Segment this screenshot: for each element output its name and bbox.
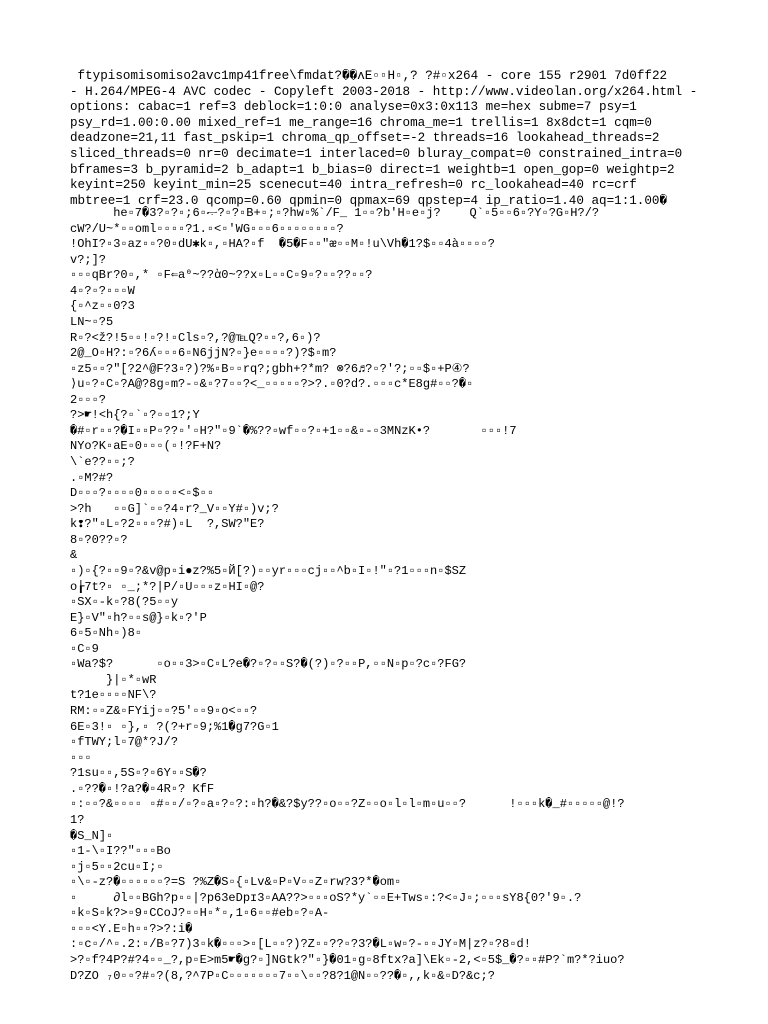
body-text-line: ▫1-\▫I??"▫▫▫Bo: [70, 844, 171, 859]
body-text-line: ▫▫▫: [70, 750, 92, 765]
body-text-line: ▫k▫S▫k?>▫9▫CCoJ?▫▫H▫*▫,1▫6▫▫#eb▫?▫A-: [70, 906, 330, 921]
body-text-line: ▫SX▫-k▫?8(?5▫▫y: [70, 595, 179, 610]
body-text-line: 4▫?▫?▫▫▫W: [70, 283, 135, 298]
body-text-line: 2▫▫▫?: [70, 392, 107, 407]
header-text-line: mbtree=1 crf=23.0 qcomp=0.60 qpmin=0 qpmax=69 qpstep=4 ip_ratio=1.40 aq=1:1.00�: [70, 193, 668, 208]
body-text-line: ▫ ∂l▫▫BGh?p▫▫|?p63eDpɪ3▫AA??>▫▫▫oS?*y`▫▫E+Tws▫:?<▫J▫;▫▫▫sY8{0?'9▫.?: [70, 890, 582, 905]
body-text-line: NYo?K▫aE▫0▫▫▫(▫!?F+N?: [70, 439, 222, 454]
body-text-line: �S_N]▫: [70, 828, 114, 843]
body-text-line: ?>☛!<h{?▫`▫?▫▫1?;Y: [70, 408, 200, 423]
body-text-line: }|▫*▫wR: [70, 672, 157, 687]
body-text-line: D▫▫▫?▫▫▫▫0▫▫▫▫▫<▫$▫▫: [70, 486, 215, 501]
body-text-line: 2@_O▫H?:▫?6ʎ▫▫▫6▫N6jjN?▫}e▫▫▫▫?)?$▫m?: [70, 346, 337, 361]
body-text-line: ▫fTWY;l▫7@*?J/?: [70, 735, 179, 750]
body-text-line: 6▫5▫Nh▫)8▫: [70, 626, 143, 641]
header-text-line: sliced_threads=0 nr=0 decimate=1 interlaced=0 bluray_compat=0 constrained_intra=0: [70, 146, 683, 161]
body-text-line: ▫C▫9: [70, 641, 99, 656]
body-text-line: ▫z5▫▫?"[?2^@F?3▫?)?%▫B▫▫rq?;gbh+?*m? ⊗?6♬?▫?'?;▫▫$▫+P④?: [70, 361, 470, 376]
body-text-line: v?;]?: [70, 252, 107, 267]
body-text-line: D?ZO ₇0▫▫?#▫?(8,?^7P▫C▫▫▫▫▫▫▫7▫▫\▫▫?8?1@N▫▫??�▫,,k▫&▫D?&c;?: [70, 968, 495, 983]
body-text-line: LN~▫?5: [70, 314, 114, 329]
x264-header-text: [70, 69, 760, 209]
body-text-line: ▫▫▫qBr?0▫,* ▫F⇐a⁰~??ὰ0~??x▫L▫▫C▫9▫?▫▫??▫▫?: [70, 268, 373, 283]
body-text-line: �#▫r▫▫?�I▫▫P▫??▫'▫H?"▫9`�%??▫wf▫▫?▫+1▫▫&▫-▫3MNzK•? ▫▫▫!7: [70, 423, 517, 438]
header-text-line: bframes=3 b_pyramid=2 b_adapt=1 b_bias=0 direct=1 weightb=1 open_gop=0 weightp=2: [70, 162, 675, 177]
body-text-line: !OhI?▫3▫az▫▫?0▫dU✱k▫,▫HA?▫f �5�F▫▫"ᴂ▫▫M▫!u\Vh�1?$▫▫4à▫▫▫▫?: [70, 237, 495, 252]
body-text-line: {▫^z▫▫0?3: [70, 299, 135, 314]
body-text-line: ?1su▫▫,5S▫?▫6Y▫▫S�?: [70, 766, 207, 781]
body-text-line: >?▫f?4P?#?4▫▫_?,p▫E>m5☛�g?▫]NGtk?"▫}�01▫g▫8ftx?a]\Ek▫-2,<▫5$_�?▫▫#P?`m?*?iuo?: [70, 953, 625, 967]
header-text-line: psy_rd=1.00:0.00 mixed_ref=1 me_range=16 chroma_me=1 trellis=1 8x8dct=1 cqm=0: [70, 115, 652, 130]
body-text-line: >?h ▫▫G]`▫▫?4▫r?_V▫▫Y#▫)v;?: [70, 501, 279, 516]
body-text-line: :▫c▫/^▫.2:▫/B▫?7)3▫k�▫▫▫>▫[L▫▫?)?Z▫▫??▫?3?�L▫w▫?-▫▫JY▫M|z?▫?8▫d!: [70, 937, 531, 952]
body-text-line: \`e??▫▫;?: [70, 455, 135, 469]
body-text-line: RM:▫▫Z&▫FYij▫▫?5'▫▫9▫o<▫▫?: [70, 704, 258, 718]
body-text-line: .▫??�▫!?a?�▫4R▫? KfF: [70, 781, 215, 796]
binary-data-text: [70, 206, 760, 984]
body-text-line: ▫j▫5▫▫2cu▫I;▫: [70, 859, 164, 874]
body-text-line: 8▫?0??▫?: [70, 532, 128, 547]
body-text-line: ⟩u▫?▫C▫?A@?8g▫m?-▫&▫?7▫▫?<_▫▫▫▫▫?>?.▫0?d?.▫▫▫c*E8g#▫▫?�▫: [70, 377, 474, 392]
body-text-line: .▫M?#?: [70, 470, 114, 485]
body-text-line: R▫?<ž?!5▫▫!▫?!▫Cls▫?,?@℡Q?▫▫?,6▫)?: [70, 330, 321, 345]
body-text-line: k❢?"▫L▫?2▫▫▫?#)▫L ?,SW?"E?: [70, 517, 265, 532]
header-text-line: deadzone=21,11 fast_pskip=1 chroma_qp_offset=-2 threads=16 lookahead_threads=2: [70, 131, 660, 146]
body-text-line: t?1e▫▫▫▫NF\?: [70, 688, 157, 703]
body-text-line: 6E▫3!▫ ▫},▫ ?(?+r▫9;%1�g7?G▫1: [70, 719, 279, 734]
body-text-line: ▫:▫▫?&▫▫▫▫ ▫#▫▫/▫?▫a▫?▫?:▫h?�&?$y??▫o▫▫?Z▫▫o▫l▫l▫m▫u▫▫? !▫▫▫k�_#▫▫▫▫▫@!?: [70, 797, 625, 812]
header-text-line: ftypisomisomiso2avc1mp41free\fmdat?��ʌE▫▫H▫,? ?#▫x264 - core 155 r2901 7d0ff22: [70, 69, 668, 83]
body-text-line: ▫▫▫<Y.E▫h▫▫?>?:i�: [70, 921, 193, 936]
header-text-line: options: cabac=1 ref=3 deblock=1:0:0 analyse=0x3:0x113 me=hex subme=7 psy=1: [70, 100, 637, 115]
body-text-line: cW?/U~*▫▫oml▫▫▫▫?1.▫<▫'WG▫▫▫6▫▫▫▫▫▫▫▫?: [70, 221, 344, 236]
body-text-line: ▫)▫{?▫▫9▫?&v@p▫i●z?%5▫Й[?)▫▫yr▫▫▫cj▫▫^b▫I▫!"▫?1▫▫▫n▫$SZ: [70, 563, 467, 578]
header-text-line: keyint=250 keyint_min=25 scenecut=40 intra_refresh=0 rc_lookahead=40 rc=crf: [70, 178, 637, 193]
body-text-line: E}▫V"▫h?▫▫s@}▫k▫?'P: [70, 610, 207, 625]
header-text-line: - H.264/MPEG-4 AVC codec - Copyleft 2003-2018 - http://www.videolan.org/x264.html -: [70, 84, 698, 99]
body-text-line: o┟7t?▫ ▫_;*?|P/▫U▫▫▫z▫HI▫@?: [70, 579, 265, 594]
body-text-line: &: [70, 548, 78, 563]
body-text-line: 1?: [70, 812, 85, 827]
body-text-line: ▫\▫-z?�▫▫▫▫▫▫?=S ?%Z�S▫{▫Lv&▫P▫V▫▫Z▫rw?3?*�om▫: [70, 875, 402, 890]
body-text-line: ▫Wa?$? ▫o▫▫3>▫C▫L?e�?▫?▫▫S?�(?)▫?▫▫P,▫▫N▫p▫?c▫?FG?: [70, 657, 467, 672]
body-text-line: he▫7�ޞ▫6;▫?▫?3?▫?▫B+▫;▫?hw▫%`/F_ 1▫▫?b'H▫e▫j? Q`▫5▫▫6▫?Y▫?G▫H?/?: [70, 206, 600, 220]
